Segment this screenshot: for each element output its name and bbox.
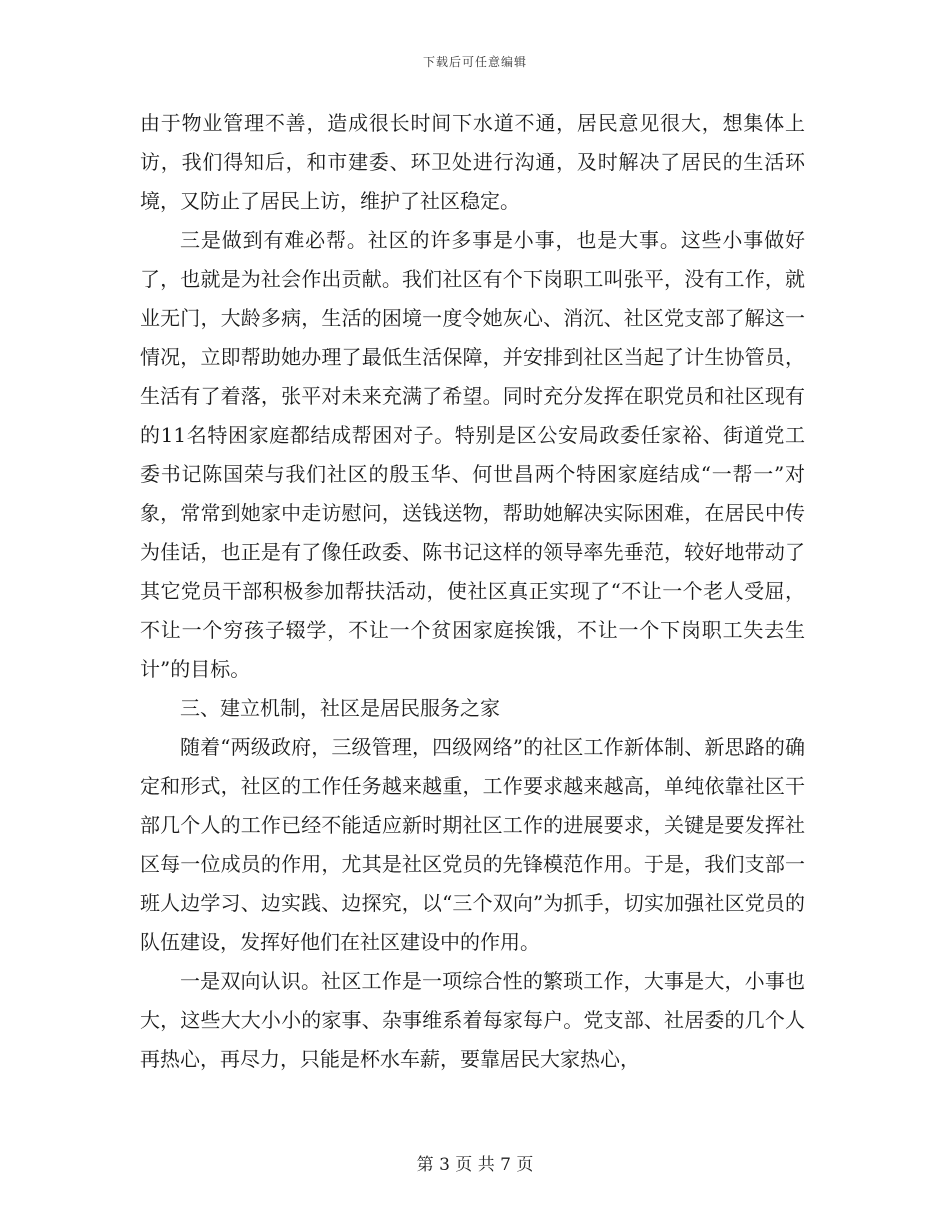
section-heading: 三、建立机制，社区是居民服务之家 bbox=[180, 696, 500, 720]
paragraph-3: 随着“两级政府，三级管理，四级网络”的社区工作新体制、新思路的确定和形式，社区的工作任务越来越重，工作要求越来越高，单纯依靠社区干部几个人的工作已经不能适应新时期社区工作的进展要求，关键是要发挥社区每一位成员的作用，尤其是社区党员的先锋模范作用。于是，我们支部一班人边学习、边实践、边探究，以“三个双向”为抓手，切实加强社区党员的队伍建设，发挥好他们在社区建设中的作用。 bbox=[140, 735, 805, 954]
page-header: 下载后可任意编辑 bbox=[422, 55, 527, 69]
paragraph-1: 由于物业管理不善，造成很长时间下水道不通，居民意见很大，想集体上访，我们得知后，和市建委、环卫处进行沟通，及时解决了居民的生活环境，又防止了居民上访，维护了社区稳定。 bbox=[140, 111, 805, 213]
page-footer: 第 3 页 共 7 页 bbox=[416, 1155, 534, 1175]
document-body bbox=[140, 104, 805, 1079]
paragraph-2: 三是做到有难必帮。社区的许多事是小事，也是大事。这些小事做好了，也就是为社会作出贡献。我们社区有个下岗职工叫张平，没有工作，就业无门，大龄多病，生活的困境一度令她灰心、消沉、社区党支部了解这一情况，立即帮助她办理了最低生活保障，并安排到社区当起了计生协管员，生活有了着落，张平对未来充满了希望。同时充分发挥在职党员和社区现有的11名特困家庭都结成帮困对子。特别是区公安局政委任家裕、街道党工委书记陈国荣与我们社区的殷玉华、何世昌两个特困家庭结成“一帮一”对象，常常到她家中走访慰问，送钱送物，帮助她解决实际困难，在居民中传为佳话，也正是有了像任政委、陈书记这样的领导率先垂范，较好地带动了其它党员干部积极参加帮扶活动，使社区真正实现了“不让一个老人受屈，不让一个穷孩子辍学，不让一个贫困家庭挨饿，不让一个下岗职工失去生计”的目标。 bbox=[140, 228, 805, 681]
paragraph-4: 一是双向认识。社区工作是一项综合性的繁琐工作，大事是大，小事也大，这些大大小小的家事、杂事维系着每家每户。党支部、社居委的几个人再热心，再尽力，只能是杯水车薪，要靠居民大家热心， bbox=[140, 969, 805, 1071]
